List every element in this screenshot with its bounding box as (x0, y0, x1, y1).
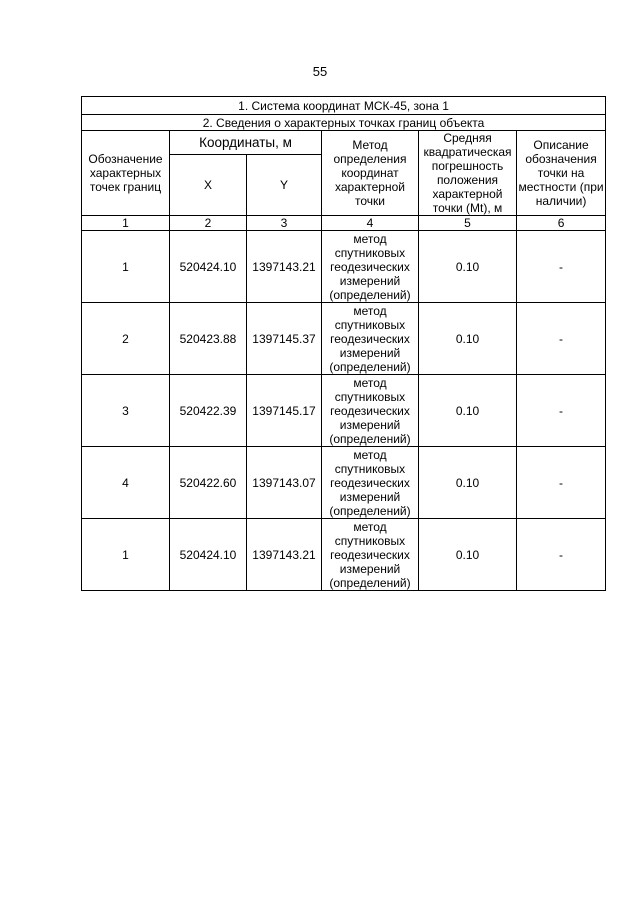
description-cell: - (517, 519, 606, 591)
method-cell: метод спутниковых геодезических измерений (определений) (322, 231, 419, 303)
method-cell: метод спутниковых геодезических измерений (определений) (322, 303, 419, 375)
point-number: 2 (82, 303, 170, 375)
table-title: 1. Система координат МСК-45, зона 1 (82, 97, 606, 115)
description-cell: - (517, 447, 606, 519)
table-row (82, 303, 606, 375)
column-numbers-row (82, 216, 606, 231)
method-cell: метод спутниковых геодезических измерений (определений) (322, 519, 419, 591)
coord-y: 1397143.21 (247, 519, 322, 591)
error-cell: 0.10 (419, 303, 517, 375)
coord-x: 520423.88 (170, 303, 247, 375)
column-number: 2 (170, 216, 247, 231)
coord-y: 1397143.07 (247, 447, 322, 519)
coord-x: 520424.10 (170, 519, 247, 591)
column-number: 1 (82, 216, 170, 231)
description-cell: - (517, 231, 606, 303)
coord-x: 520422.39 (170, 375, 247, 447)
table-row (82, 375, 606, 447)
point-number: 1 (82, 231, 170, 303)
coord-x: 520422.60 (170, 447, 247, 519)
method-cell: метод спутниковых геодезических измерений (определений) (322, 447, 419, 519)
header-x: X (170, 155, 247, 216)
column-number: 5 (419, 216, 517, 231)
error-cell: 0.10 (419, 519, 517, 591)
coord-x: 520424.10 (170, 231, 247, 303)
error-cell: 0.10 (419, 231, 517, 303)
column-number: 3 (247, 216, 322, 231)
error-cell: 0.10 (419, 375, 517, 447)
header-y: Y (247, 155, 322, 216)
description-cell: - (517, 303, 606, 375)
point-number: 3 (82, 375, 170, 447)
column-number: 4 (322, 216, 419, 231)
boundary-points-table (81, 96, 606, 591)
table-row (82, 231, 606, 303)
table-subtitle: 2. Сведения о характерных точках границ объекта (82, 115, 606, 131)
coord-y: 1397143.21 (247, 231, 322, 303)
point-number: 1 (82, 519, 170, 591)
column-number: 6 (517, 216, 606, 231)
header-coordinates: Координаты, м (170, 131, 322, 155)
error-cell: 0.10 (419, 447, 517, 519)
description-cell: - (517, 375, 606, 447)
header-description: Описание обозначения точки на местности (при наличии) (517, 131, 606, 216)
header-error: Средняя квадратическая погрешность положения характерной точки (Mt), м (419, 131, 517, 216)
coord-y: 1397145.17 (247, 375, 322, 447)
method-cell: метод спутниковых геодезических измерений (определений) (322, 375, 419, 447)
table-row (82, 447, 606, 519)
header-designation: Обозначение характерных точек границ (82, 131, 170, 216)
table-row (82, 519, 606, 591)
coord-y: 1397145.37 (247, 303, 322, 375)
point-number: 4 (82, 447, 170, 519)
header-method: Метод определения координат характерной точки (322, 131, 419, 216)
page-number: 55 (312, 64, 328, 79)
